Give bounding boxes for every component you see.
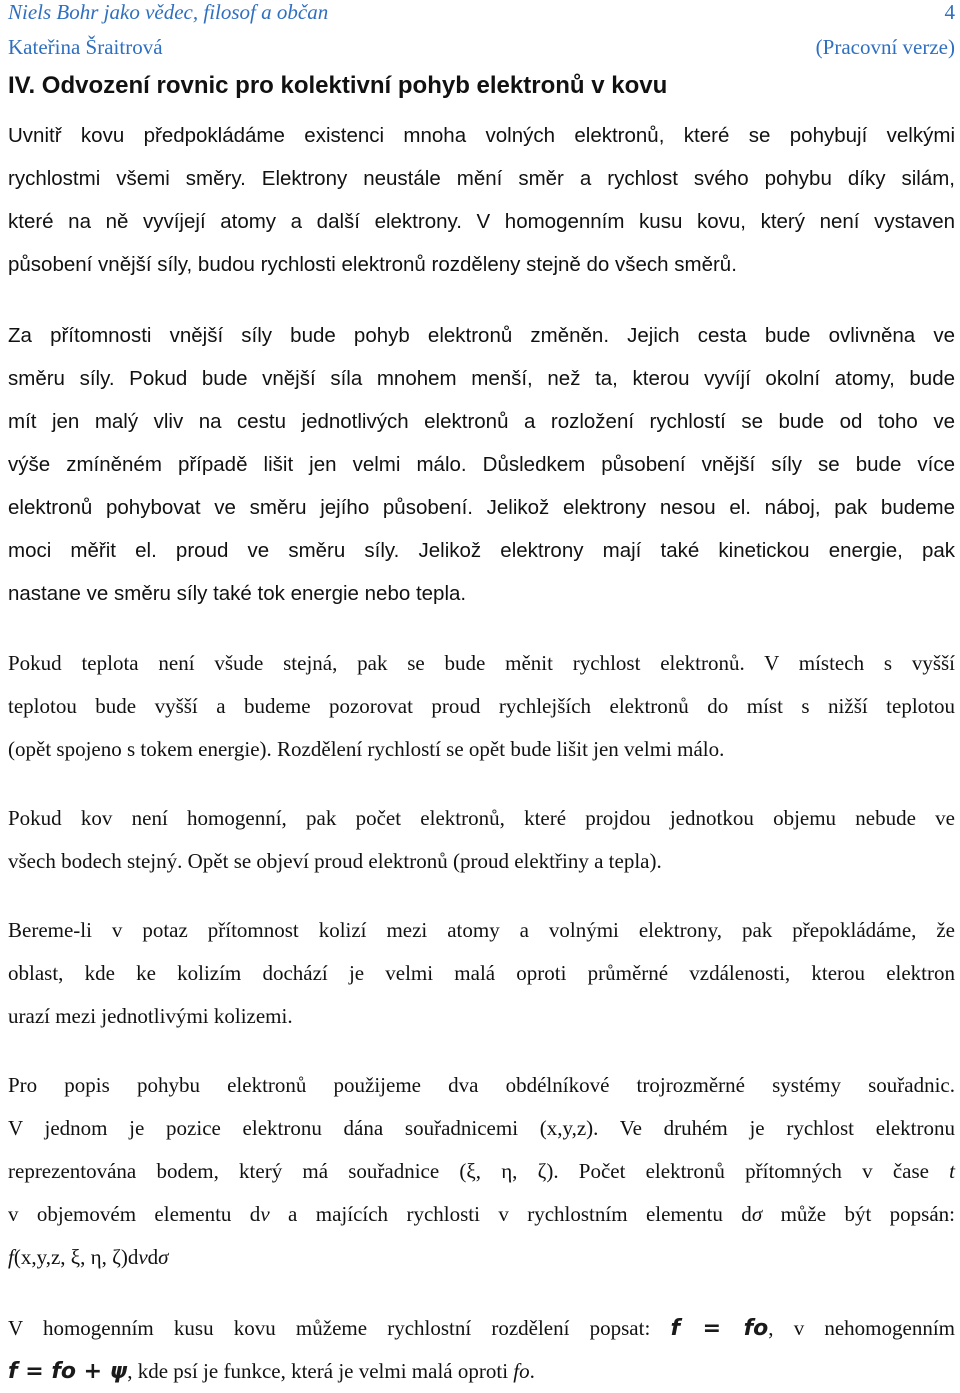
paragraph-line: nastane ve směru síly také tok energie nebo tepla. [8, 582, 467, 605]
variable-v: v [138, 1245, 148, 1269]
running-header-title: Niels Bohr jako vědec, filosof a občan [8, 0, 329, 24]
text-run: v objemovém elementu d [8, 1202, 261, 1226]
paragraph-line [8, 1307, 955, 1350]
paragraph-line [8, 1193, 955, 1236]
paragraph-line: rychlostmi všemi směry. Elektrony neustále mění směr a rychlost svého pohybu díky silám, [8, 167, 955, 190]
formula-homogeneous: f = fo [670, 1316, 769, 1341]
paragraph-line: všech bodech stejný. Opět se objeví proud elektronů (proud elektřiny a tepla). [8, 849, 662, 873]
paragraph-6 [8, 1064, 955, 1279]
paragraph-line: Uvnitř kovu předpokládáme existenci mnoha volných elektronů, které se pohybují velkými [8, 124, 955, 147]
paragraph-line: Pokud teplota není všude stejná, pak se bude měnit rychlost elektronů. V místech s vyšší [8, 651, 955, 675]
paragraph-1 [8, 114, 955, 286]
paragraph-line: které na ně vyvíjejí atomy a další elektrony. V homogenním kusu kovu, který není vystaven [8, 210, 955, 233]
draft-status: (Pracovní verze) [815, 35, 955, 59]
variable-fo: fo [513, 1359, 530, 1383]
formula-line [8, 1236, 955, 1279]
paragraph-line: mít jen malý vliv na cestu jednotlivých elektronů a rozložení rychlostí se bude od toho ve [8, 410, 955, 433]
text-run: , v nehomogenním [768, 1316, 955, 1340]
running-header-author: Kateřina Šraitrová [8, 35, 163, 59]
paragraph-line: Pro popis pohybu elektronů použijeme dva obdélníkové trojrozměrné systémy souřadnic. [8, 1073, 955, 1097]
variable-f: f [8, 1245, 14, 1269]
paragraph-line: elektronů pohybovat ve směru jejího působení. Jelikož elektrony nesou el. náboj, pak budeme [8, 496, 955, 519]
paragraph-5 [8, 909, 955, 1038]
section-title: IV. Odvození rovnic pro kolektivní pohyb elektronů v kovu [8, 72, 668, 99]
paragraph-7 [8, 1307, 955, 1393]
text-run: . [529, 1359, 535, 1383]
paragraph-line: oblast, kde ke kolizím dochází je velmi malá oproti průměrné vzdálenosti, kterou elektron [8, 961, 955, 985]
paragraph-line: působení vnější síly, budou rychlosti elektronů rozděleny stejně do všech směrů. [8, 253, 737, 276]
paragraph-line: směru síly. Pokud bude vnější síla mnohem menší, než ta, kterou vyvíjí okolní atomy, bude [8, 367, 955, 390]
paragraph-line: (opět spojeno s tokem energie). Rozdělení rychlostí se opět bude lišit jen velmi málo. [8, 737, 725, 761]
paragraph-line: Za přítomnosti vnější síly bude pohyb elektronů změněn. Jejich cesta bude ovlivněna ve [8, 324, 955, 347]
paragraph-3 [8, 642, 955, 771]
text-run: a majících rychlosti v rychlostním elementu d [269, 1202, 752, 1226]
page-number: 4 [944, 0, 955, 24]
text-run: reprezentována bodem, který má souřadnice (ξ, η, ζ). Počet elektronů přítomných v čase [8, 1159, 950, 1183]
paragraph-2 [8, 314, 955, 615]
paragraph-line: moci měřit el. proud ve směru síly. Jelikož elektrony mají také kinetickou energie, pak [8, 539, 955, 562]
text-run: V homogenním kusu kovu můžeme rychlostní rozdělení popsat: [8, 1316, 671, 1340]
text-run: může být popsán: [762, 1202, 955, 1226]
paragraph-line [8, 1350, 955, 1393]
paragraph-line [8, 1150, 955, 1193]
paragraph-line: teplotou bude vyšší a budeme pozorovat proud rychlejších elektronů do míst s nižší teplotou [8, 694, 955, 718]
paragraph-4 [8, 797, 955, 883]
variable-t: t [949, 1159, 955, 1183]
paragraph-line: V jednom je pozice elektronu dána souřadnicemi (x,y,z). Ve druhém je rychlost elektronu [8, 1116, 955, 1140]
text-run: (x,y,z, ξ, η, ζ)d [13, 1245, 139, 1269]
variable-v: v [260, 1202, 270, 1226]
text-run: d [147, 1245, 159, 1269]
variable-sigma: σ [158, 1245, 169, 1269]
paragraph-line: Pokud kov není homogenní, pak počet elektronů, které projdou jednotkou objemu nebude ve [8, 806, 955, 830]
variable-sigma: σ [751, 1202, 763, 1226]
paragraph-line: urazí mezi jednotlivými kolizemi. [8, 1004, 293, 1028]
paragraph-line: Bereme-li v potaz přítomnost kolizí mezi atomy a volnými elektrony, pak přepokládáme, že [8, 918, 955, 942]
paragraph-line: výše zmíněném případě lišit jen velmi málo. Důsledkem působení vnější síly se bude více [8, 453, 955, 476]
formula-inhomogeneous: f = fo + ψ [8, 1359, 128, 1384]
text-run: , kde psí je funkce, která je velmi malá oproti [127, 1359, 514, 1383]
